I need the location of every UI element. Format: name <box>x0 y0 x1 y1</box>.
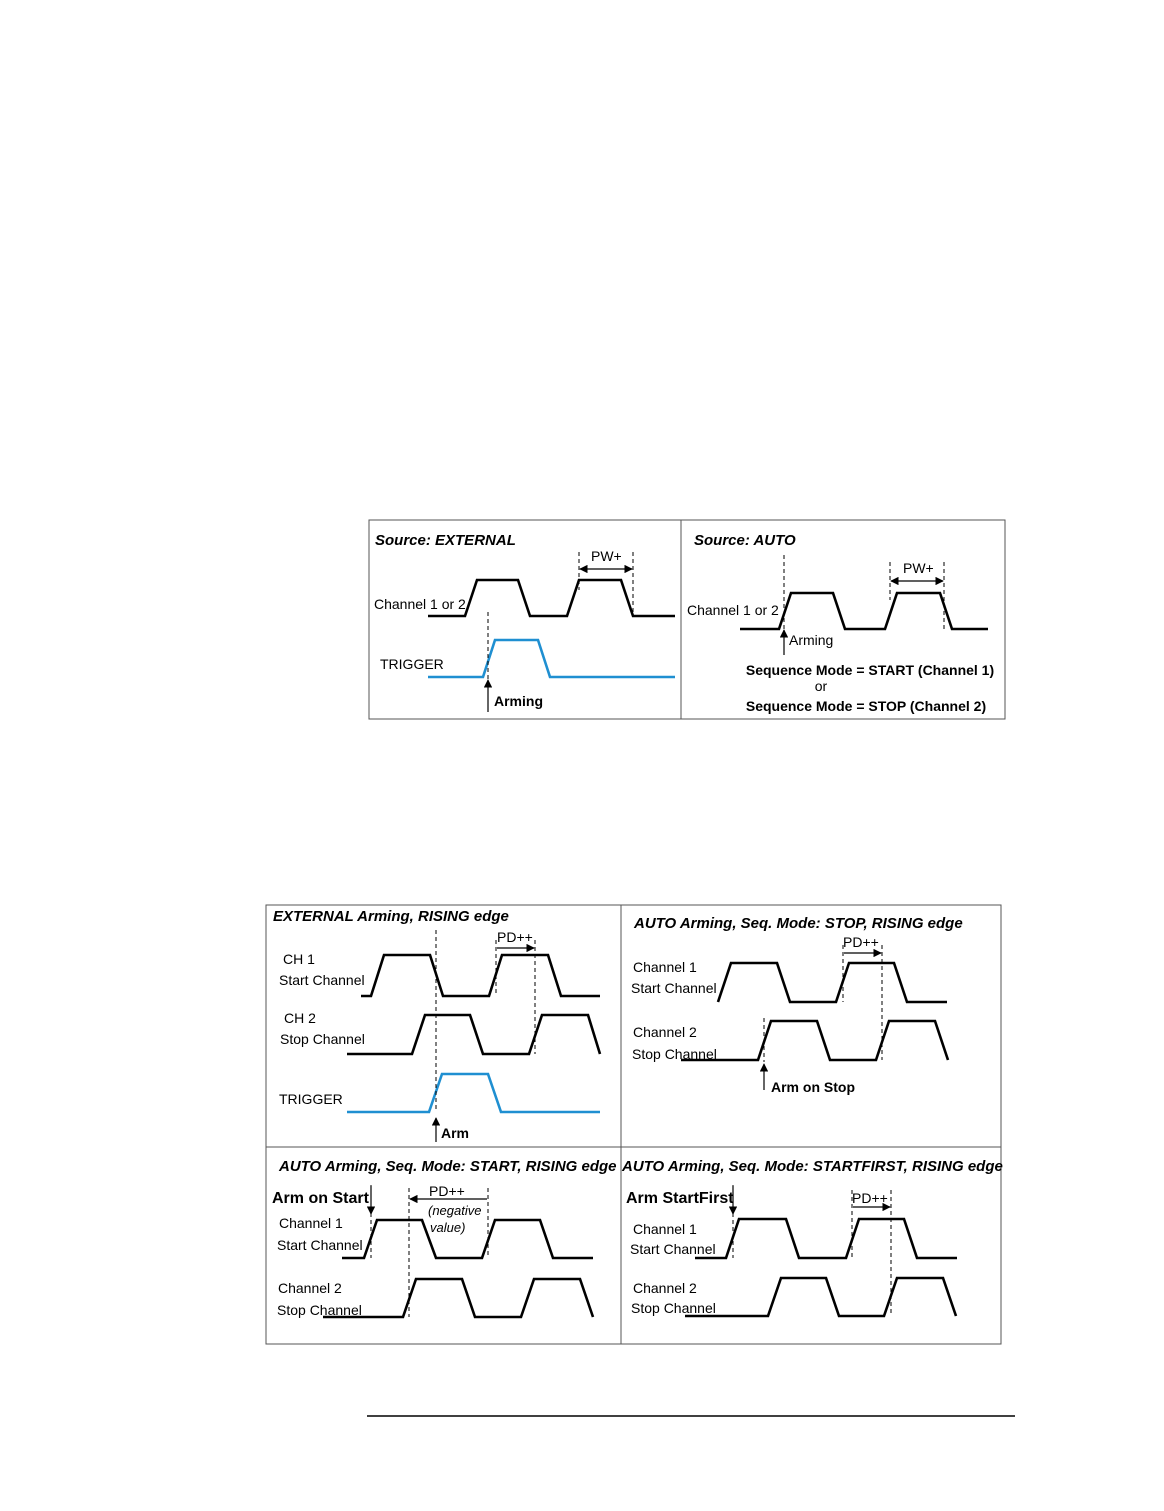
panel-title: EXTERNAL Arming, RISING edge <box>273 908 509 925</box>
pd-label: PD++ <box>429 1183 465 1199</box>
ch2-name: Channel 2 <box>278 1280 342 1296</box>
panel-auto-startfirst <box>621 1158 1003 1316</box>
pd-label: PD++ <box>497 929 533 945</box>
ch2-subtitle: Stop Channel <box>277 1302 362 1318</box>
figure-1-trigger-source <box>369 520 1005 719</box>
ch1-subtitle: Start Channel <box>279 972 365 988</box>
negative-note-line1: (negative <box>428 1203 482 1218</box>
arm-label: Arm on Start <box>272 1190 369 1207</box>
arm-label: Arm <box>441 1125 470 1141</box>
sequence-stop-text: Sequence Mode = STOP (Channel 2) <box>745 698 987 714</box>
panel-auto-stop <box>631 915 963 1095</box>
panel-title: AUTO Arming, Seq. Mode: STOP, RISING edge <box>634 915 963 932</box>
pw-label: PW+ <box>591 548 622 564</box>
arming-label: Arming <box>789 632 834 648</box>
ch2-subtitle: Stop Channel <box>280 1031 365 1047</box>
figure-1-frame <box>369 520 1005 719</box>
negative-note-line2: value) <box>430 1220 466 1235</box>
ch2-name: Channel 2 <box>633 1280 697 1296</box>
pd-label: PD++ <box>843 934 879 950</box>
ch2-subtitle: Stop Channel <box>631 1300 716 1316</box>
panel-title: Source: AUTO <box>694 532 796 549</box>
ch1-waveform <box>695 1219 957 1258</box>
trigger-waveform <box>428 640 675 677</box>
ch2-name: Channel 2 <box>633 1024 697 1040</box>
panel-auto-start <box>272 1158 617 1318</box>
ch1-name: Channel 1 <box>633 1221 697 1237</box>
ch2-waveform <box>681 1021 948 1060</box>
arming-label: Arming <box>494 693 543 709</box>
channel-label: Channel 1 or 2 <box>687 602 779 618</box>
pw-label: PW+ <box>903 560 934 576</box>
or-text: or <box>814 678 828 694</box>
ch1-waveform <box>361 955 600 996</box>
ch1-waveform <box>718 963 947 1002</box>
ch2-waveform <box>347 1015 600 1054</box>
panel-title: AUTO Arming, Seq. Mode: START, RISING edge <box>279 1158 617 1175</box>
ch1-name: Channel 1 <box>633 959 697 975</box>
panel-title: Source: EXTERNAL <box>375 532 516 549</box>
ch2-subtitle: Stop Channel <box>632 1046 717 1062</box>
panel-source-external <box>374 532 675 712</box>
trigger-waveform <box>347 1074 600 1112</box>
arm-label: Arm StartFirst <box>626 1190 734 1207</box>
ch1-waveform <box>342 1220 593 1258</box>
ch1-subtitle: Start Channel <box>277 1237 363 1253</box>
trigger-label: TRIGGER <box>279 1091 343 1107</box>
panel-source-auto <box>687 532 994 714</box>
channel-label: Channel 1 or 2 <box>374 596 466 612</box>
ch2-name: CH 2 <box>284 1010 316 1026</box>
ch1-name: Channel 1 <box>279 1215 343 1231</box>
ch1-subtitle: Start Channel <box>630 1241 716 1257</box>
trigger-label: TRIGGER <box>380 656 444 672</box>
figure-2-arming-modes <box>266 905 1003 1344</box>
ch1-subtitle: Start Channel <box>631 980 717 996</box>
sequence-start-text: Sequence Mode = START (Channel 1) <box>745 662 995 678</box>
arm-label: Arm on Stop <box>771 1079 855 1095</box>
panel-external-arming <box>273 908 600 1142</box>
pd-label: PD++ <box>852 1190 888 1206</box>
ch1-name: CH 1 <box>283 951 315 967</box>
ch2-waveform <box>323 1279 593 1317</box>
ch2-waveform <box>685 1278 956 1316</box>
panel-title: AUTO Arming, Seq. Mode: STARTFIRST, RISING edge <box>622 1158 1003 1175</box>
